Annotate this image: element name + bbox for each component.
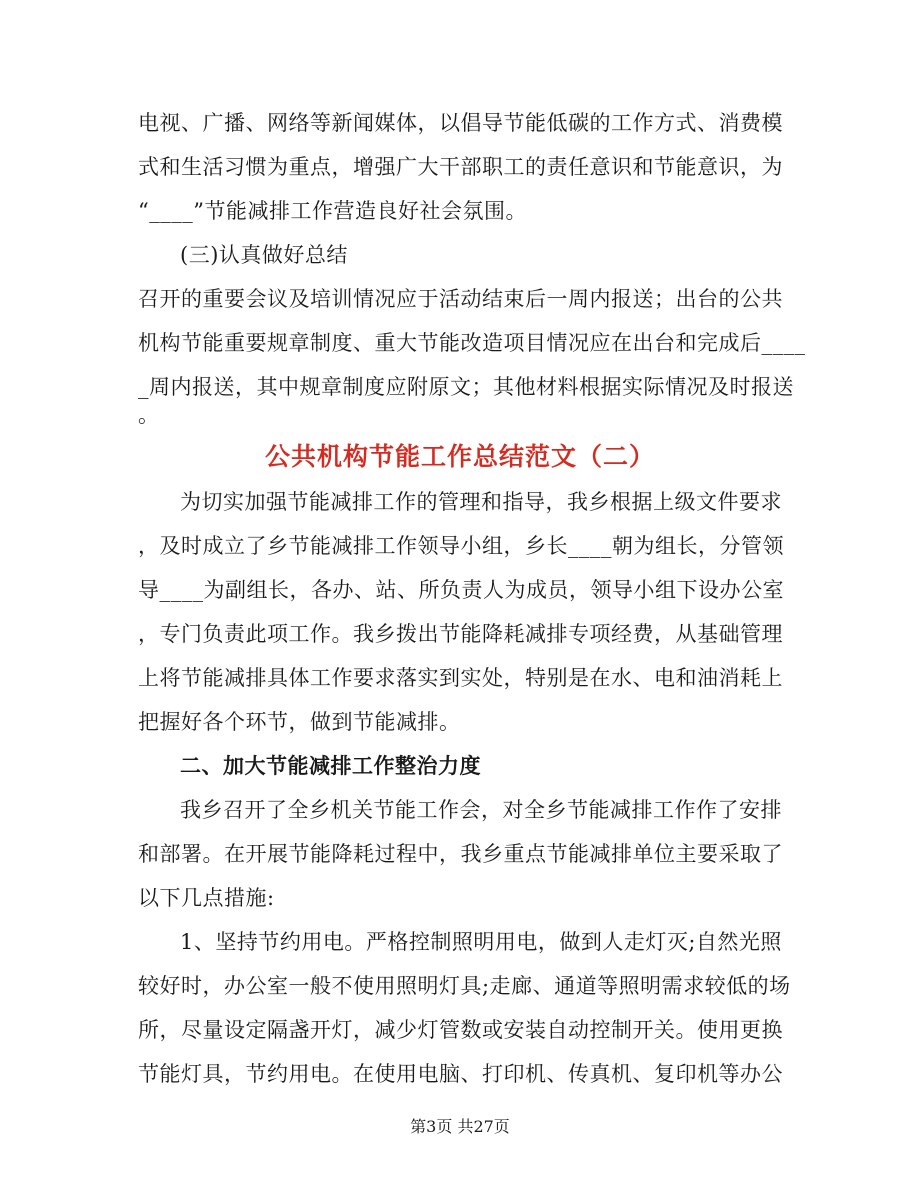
document-title: 公共机构节能工作总结范文（二） [264,442,655,471]
text-line: ，及时成立了乡节能减排工作领导小组，乡长____朝为组长，分管领 [138,534,784,558]
text-line: _周内报送，其中规章制度应附原文；其他材料根据实际情况及时报送 [138,375,794,399]
text-line: 我乡召开了全乡机关节能工作会，对全乡节能减排工作作了安排 [180,798,782,822]
section-heading-2: 二、加大节能减排工作整治力度 [180,754,481,778]
text-line: 。 [138,403,160,427]
text-line: 和部署。在开展节能降耗过程中，我乡重点节能减排单位主要采取了 [138,842,783,866]
text-line: 为切实加强节能减排工作的管理和指导，我乡根据上级文件要求 [180,490,782,514]
text-line: “____”节能减排工作营造良好社会氛围。 [138,199,527,223]
page-footer: 第3页 共27页 [410,1117,510,1136]
text-line: 召开的重要会议及培训情况应于活动结束后一周内报送；出台的公共 [138,287,783,311]
text-line: 所，尽量设定隔盏开灯，减少灯管数或安装自动控制开关。使用更换 [138,1018,783,1042]
text-line: 节能灯具，节约用电。在使用电脑、打印机、传真机、复印机等办公 [138,1062,783,1086]
text-line: 导____为副组长，各办、站、所负责人为成员，领导小组下设办公室 [138,578,784,602]
text-line: 把握好各个环节，做到节能减排。 [138,710,461,734]
text-line: 上将节能减排具体工作要求落实到实处，特别是在水、电和油消耗上 [138,666,783,690]
section-heading-3: (三)认真做好总结 [180,243,348,267]
text-line: 电视、广播、网络等新闻媒体，以倡导节能低碳的工作方式、消费模 [138,111,783,135]
text-line: 机构节能重要规章制度、重大节能改造项目情况应在出台和完成后____ [138,331,806,355]
text-line: ，专门负责此项工作。我乡拨出节能降耗减排专项经费，从基础管理 [138,622,783,646]
text-line: 1、坚持节约用电。严格控制照明用电，做到人走灯灭;自然光照 [180,930,782,954]
text-line: 较好时，办公室一般不使用照明灯具;走廊、通道等照明需求较低的场 [138,974,791,998]
text-line: 以下几点措施: [138,886,275,910]
text-line: 式和生活习惯为重点，增强广大干部职工的责任意识和节能意识，为 [138,155,783,179]
